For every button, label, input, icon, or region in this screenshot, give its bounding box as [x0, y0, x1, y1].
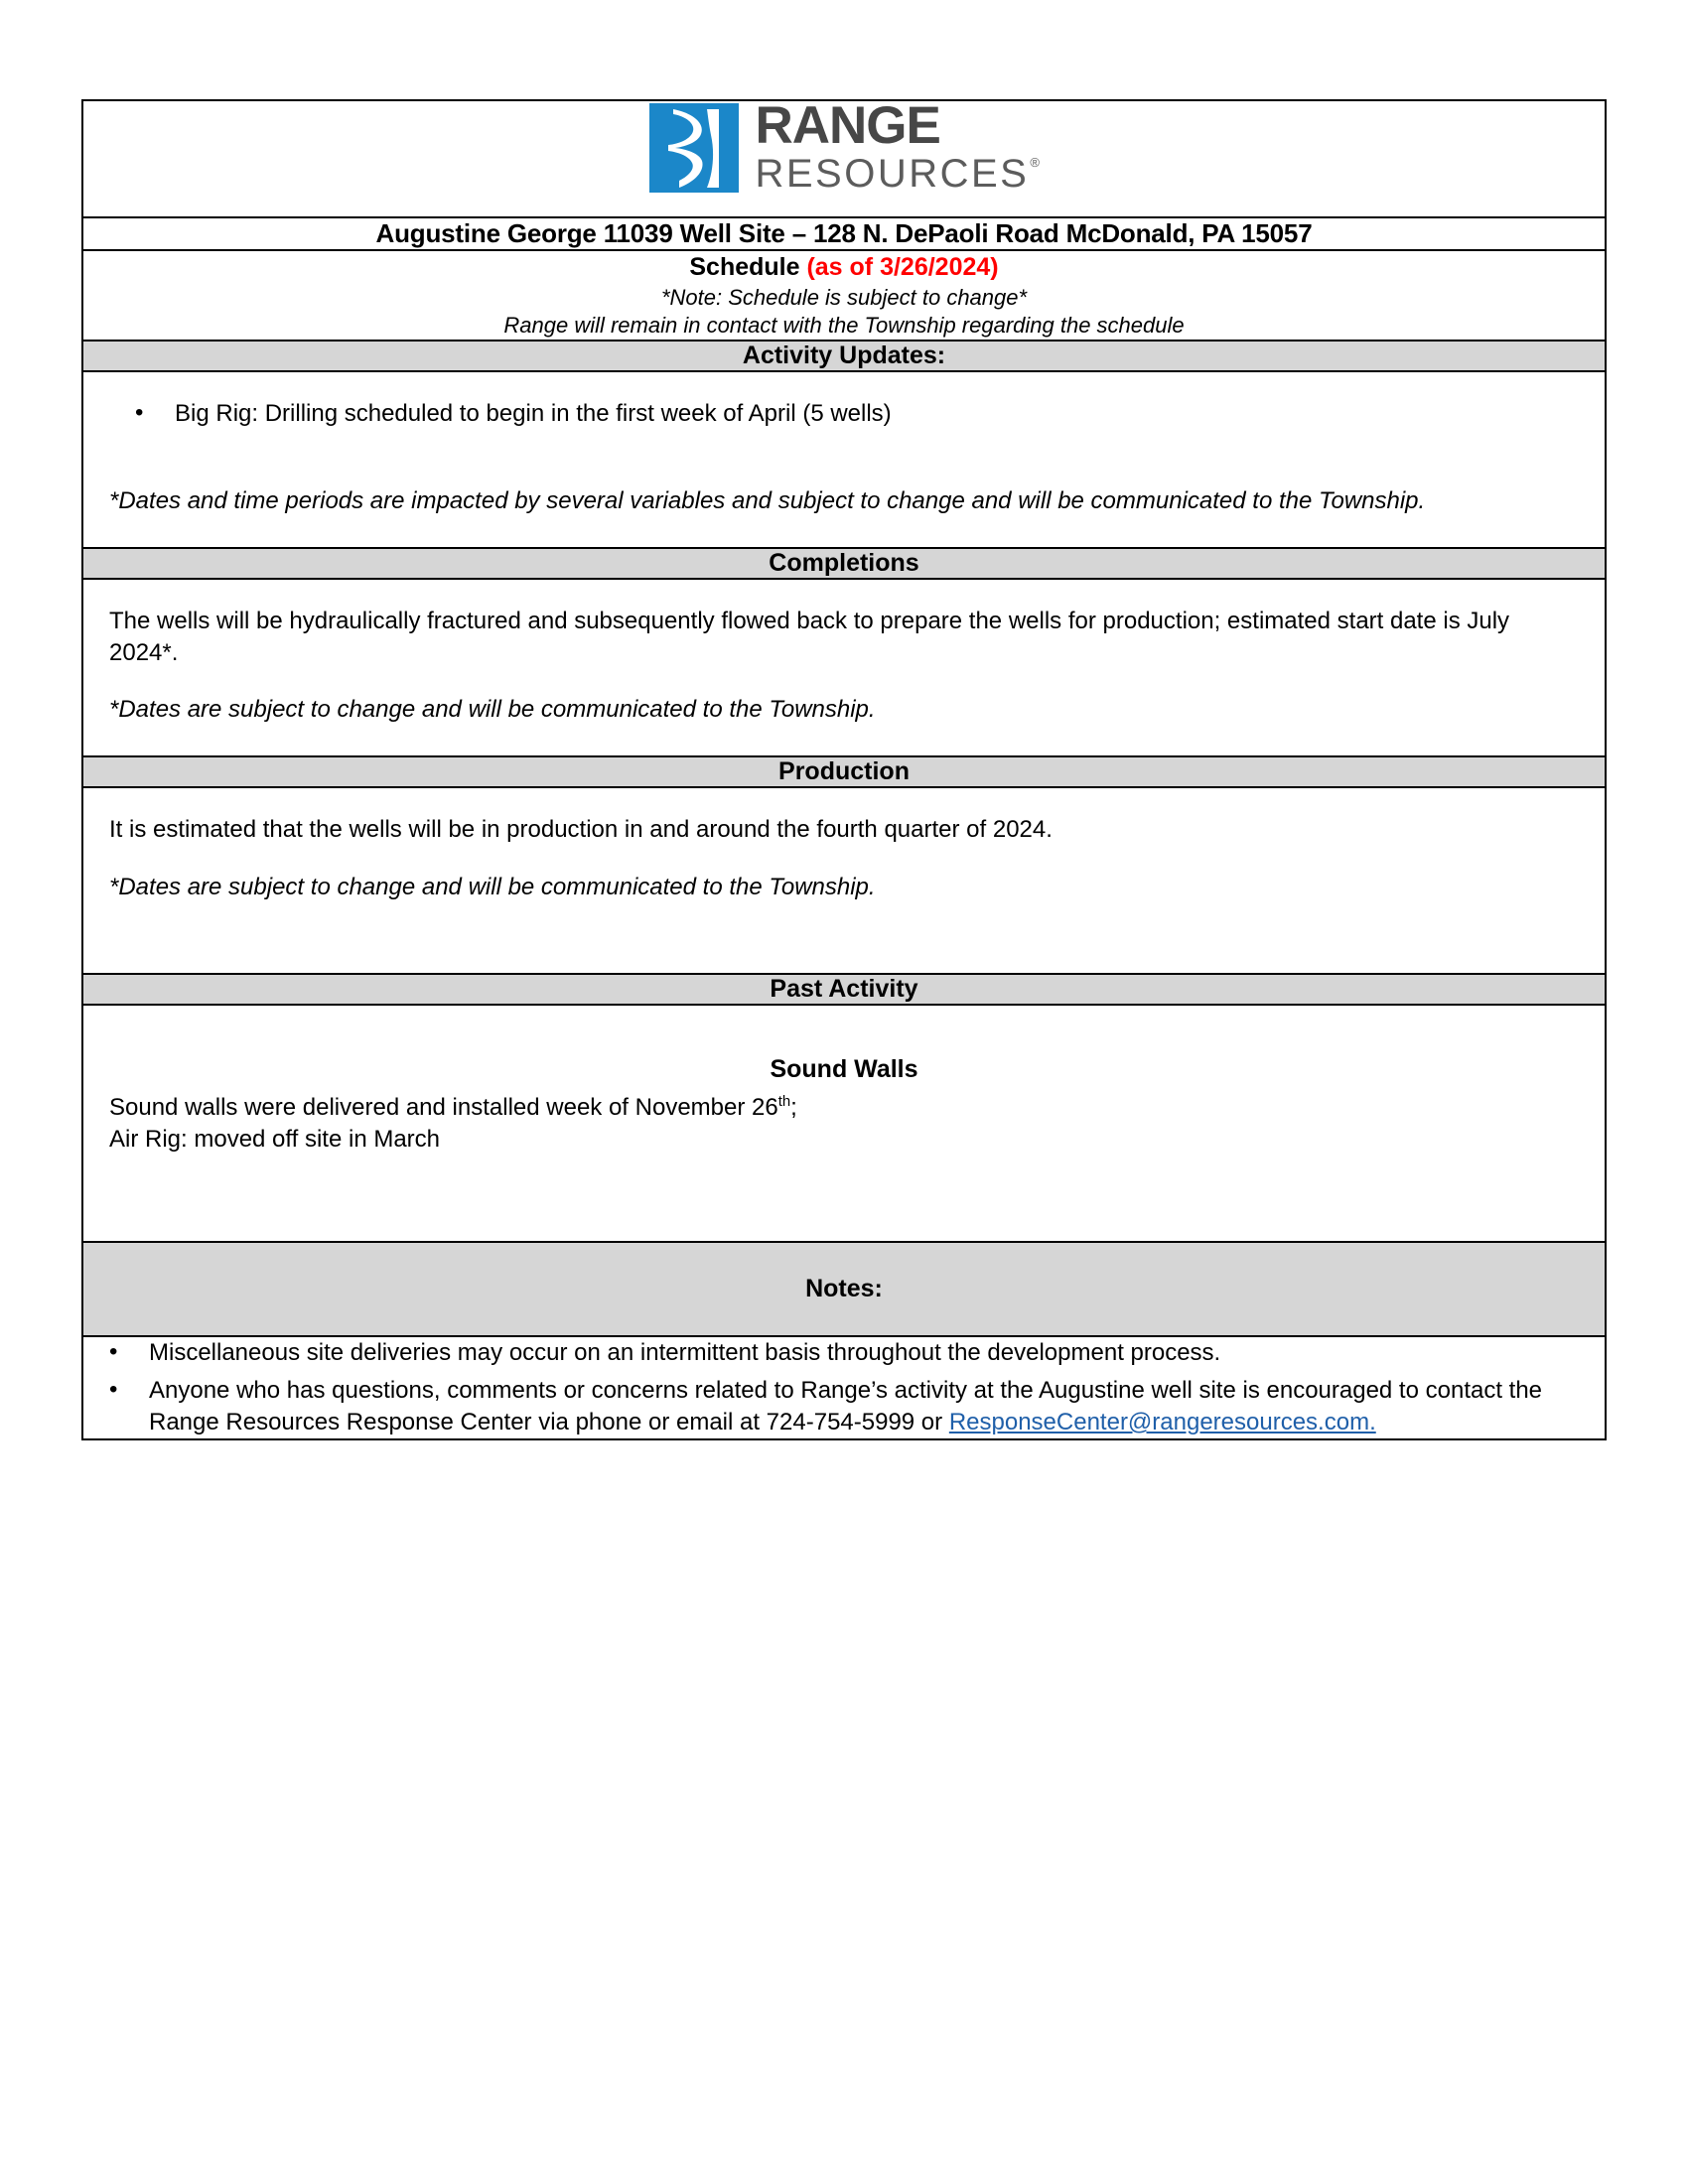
completions-content	[82, 579, 1606, 757]
completions-body-text: The wells will be hydraulically fractured and subsequently flowed back to prepare the wells for production; estimated start date is July 2024*.	[109, 607, 1510, 666]
activity-updates-content	[82, 371, 1606, 548]
spacer	[109, 1031, 1579, 1053]
sound-walls-subheading: Sound Walls	[770, 1055, 918, 1084]
range-resources-logo	[649, 96, 1040, 197]
list-item	[149, 1375, 1605, 1438]
well-site-schedule-table	[81, 96, 1607, 1440]
schedule-row	[82, 250, 1606, 341]
schedule-contact-note: Range will remain in contact with the Township regarding the schedule	[503, 312, 1185, 338]
sound-walls-line-1	[109, 1092, 1579, 1124]
notes-body-row	[82, 1336, 1606, 1439]
logo-row	[82, 100, 1606, 217]
sound-walls-line-1-suffix: ;	[790, 1094, 797, 1122]
spacer	[109, 430, 1579, 485]
activity-updates-header-row	[82, 341, 1606, 371]
response-center-email-link[interactable]: ResponseCenter@rangeresources.com.	[948, 1409, 1376, 1436]
logo-cell	[82, 96, 1606, 217]
past-activity-header-row	[82, 974, 1606, 1005]
section-header-notes: Notes:	[82, 1242, 1606, 1336]
notes-content	[82, 1336, 1606, 1439]
schedule-label: Schedule	[689, 253, 807, 281]
production-footnote: *Dates are subject to change and will be communicated to the Township.	[109, 874, 876, 901]
schedule-as-of-date: (as of 3/26/2024)	[806, 253, 999, 281]
spacer	[109, 1156, 1579, 1211]
section-header-activity-updates: Activity Updates:	[82, 341, 1606, 371]
spacer	[109, 903, 1579, 943]
section-header-past-activity: Past Activity	[82, 974, 1606, 1005]
list-item: • Miscellaneous site deliveries may occur on an intermittent basis throughout the development process.	[149, 1337, 1605, 1369]
site-title-row	[82, 217, 1606, 250]
logo-word-range: RANGE	[755, 96, 940, 155]
registered-trademark-icon: ®	[1030, 155, 1040, 171]
production-content	[82, 787, 1606, 974]
activity-updates-bullet-list	[109, 398, 1579, 430]
schedule-cell	[82, 250, 1606, 341]
past-activity-body-row	[82, 1005, 1606, 1242]
notes-contact-text: Anyone who has questions, comments or concerns related to Range’s activity at the Augustine well site is encouraged to contact the Range Resources Response Center via phone or email at 724-754-5999 or	[149, 1377, 1543, 1436]
activity-updates-footnote: *Dates and time periods are impacted by several variables and subject to change and will be communicated to the Township.	[109, 486, 1426, 514]
schedule-change-note: *Note: Schedule is subject to change*	[660, 284, 1028, 310]
air-rig-line: Air Rig: moved off site in March	[109, 1126, 441, 1154]
schedule-heading	[83, 251, 1605, 284]
notes-bullet-list	[83, 1337, 1605, 1438]
production-header-row	[82, 756, 1606, 787]
past-activity-content	[82, 1005, 1606, 1242]
completions-footnote: *Dates are subject to change and will be communicated to the Township.	[109, 696, 876, 724]
section-header-completions: Completions	[82, 548, 1606, 579]
completions-header-row	[82, 548, 1606, 579]
logo-wordmark	[755, 96, 1040, 197]
notes-header-row	[82, 1242, 1606, 1336]
activity-updates-body-row	[82, 371, 1606, 548]
sound-walls-line-1-prefix: Sound walls were delivered and installed week of November 26	[109, 1094, 778, 1122]
logo-word-resources: RESOURCES	[755, 152, 1030, 197]
production-body-row	[82, 787, 1606, 974]
list-item: • Big Rig: Drilling scheduled to begin in the first week of April (5 wells)	[175, 398, 1579, 430]
completions-body-row	[82, 579, 1606, 757]
range-r-monogram-icon	[649, 103, 739, 193]
section-header-production: Production	[82, 756, 1606, 787]
production-body-text: It is estimated that the wells will be in production in and around the fourth quarter of 2024.	[109, 816, 1053, 844]
ordinal-suffix: th	[777, 1094, 791, 1111]
page-title: Augustine George 11039 Well Site – 128 N. DePaoli Road McDonald, PA 15057	[82, 217, 1606, 250]
